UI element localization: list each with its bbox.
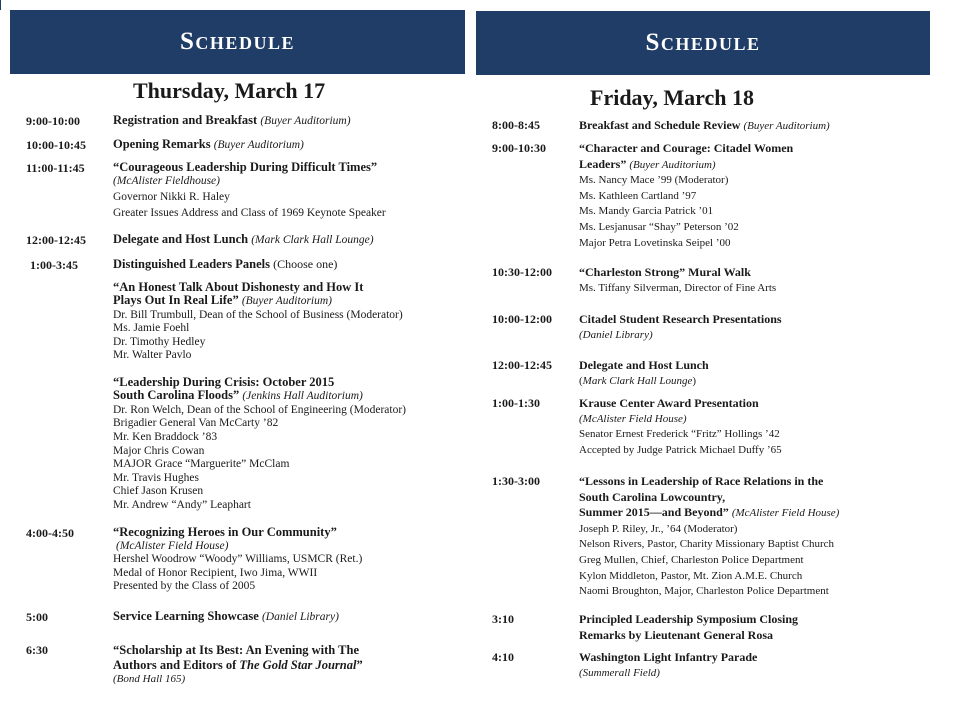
panel-detail: Dr. Ron Welch, Dean of the School of Engineering (Moderator) — [113, 403, 406, 416]
panel-detail: Major Chris Cowan — [113, 444, 205, 457]
panel-detail: Ms. Jamie Foehl — [113, 322, 190, 335]
entry-title: Delegate and Host Lunch — [579, 358, 709, 372]
entry-content — [579, 312, 959, 343]
entry-content — [113, 610, 468, 625]
entry-location: (Daniel Library) — [261, 611, 339, 623]
entry-location: (Summerall Field) — [579, 666, 660, 679]
entry-title: Krause Center Award Presentation — [579, 396, 759, 410]
entry-detail: Accepted by Judge Patrick Michael Duffy ’65 — [579, 443, 782, 456]
entry-detail: Nelson Rivers, Pastor, Charity Missionary Baptist Church — [579, 538, 834, 551]
entry-content — [113, 233, 468, 248]
thursday-title: Thursday, March 17 — [133, 78, 326, 103]
entry-title-line: “Lessons in Leadership of Race Relations in the — [579, 474, 824, 488]
entry-time: 9:00-10:30 — [492, 141, 546, 155]
entry-time: 1:00-3:45 — [30, 258, 78, 272]
entry-location-wrap: (Mark Clark Hall Lounge) — [579, 374, 697, 387]
entry-content — [113, 161, 468, 220]
entry-title: Distinguished Leaders Panels — [113, 257, 270, 271]
panel-detail: Chief Jason Krusen — [113, 485, 204, 498]
journal-title: The Gold Star Journal — [239, 658, 357, 672]
panel — [113, 376, 468, 513]
entry-title-line: Authors and Editors of — [113, 658, 240, 672]
entry-content — [113, 258, 468, 513]
entry-content — [579, 474, 959, 600]
entry-time: 1:00-1:30 — [492, 396, 540, 410]
entry-time: 10:00-12:00 — [492, 312, 552, 326]
entry-title: Washington Light Infantry Parade — [579, 650, 758, 664]
panel-detail: Mr. Andrew “Andy” Leaphart — [113, 499, 251, 512]
entry-detail: Greg Mullen, Chief, Charleston Police Department — [579, 553, 804, 566]
entry-content — [579, 141, 959, 251]
entry-title: Delegate and Host Lunch — [113, 232, 249, 246]
page-edge-line — [0, 0, 1, 10]
entry-detail: Ms. Tiffany Silverman, Director of Fine Arts — [579, 281, 777, 294]
entry-detail: Major Petra Lovetinska Seipel ’00 — [579, 236, 731, 249]
entry-content — [579, 612, 959, 643]
entry-content — [113, 138, 468, 153]
schedule-banner-left: Schedule — [10, 10, 465, 74]
entry-time: 11:00-11:45 — [26, 161, 85, 175]
entry-title-line: Remarks by Lieutenant General Rosa — [579, 627, 773, 642]
entry-time: 6:30 — [26, 643, 48, 657]
entry-location: (McAlister Field House) — [116, 539, 229, 552]
entry-detail: Medal of Honor Recipient, Iwo Jima, WWII — [113, 566, 318, 579]
entry-title: Citadel Student Research Presentations — [579, 312, 782, 326]
panel-location: (Jenkins Hall Auditorium) — [242, 390, 363, 403]
entry-location: (McAlister Field House) — [579, 412, 687, 425]
entry-title: “Courageous Leadership During Difficult Times” — [113, 160, 378, 174]
entry-time: 5:00 — [26, 610, 48, 624]
entry-note: (Choose one) — [273, 257, 338, 271]
panel-location: (Buyer Auditorium) — [241, 295, 333, 307]
entry-time: 12:00-12:45 — [26, 233, 86, 247]
panel-detail: Mr. Travis Hughes — [113, 471, 199, 484]
entry-location: (Buyer Auditorium) — [743, 120, 830, 132]
entry-title-line: ” — [356, 658, 363, 672]
panel — [113, 281, 468, 363]
entry-location: (Buyer Auditorium) — [260, 115, 351, 127]
entry-title: “Recognizing Heroes in Our Community” — [113, 525, 337, 539]
entry-detail: Senator Ernest Frederick “Fritz” Hollings ’42 — [579, 428, 780, 441]
entry-title-line: Principled Leadership Symposium Closing — [579, 612, 799, 626]
panel-title-line: Plays Out In Real Life” — [113, 293, 239, 307]
entry-title: Service Learning Showcase — [113, 609, 259, 623]
entry-location: (Bond Hall 165) — [113, 673, 186, 685]
entry-time: 4:10 — [492, 650, 514, 664]
entry-detail: Presented by the Class of 2005 — [113, 580, 256, 593]
entry-content — [579, 396, 959, 458]
entry-time: 4:00-4:50 — [26, 526, 74, 540]
entry-time: 10:30-12:00 — [492, 265, 552, 279]
entry-location: (Buyer Auditorium) — [213, 139, 304, 151]
friday-title: Friday, March 18 — [590, 85, 754, 110]
entry-title-line: “Character and Courage: Citadel Women — [579, 141, 794, 155]
entry-detail: Greater Issues Address and Class of 1969 Keynote Speaker — [113, 206, 386, 219]
entry-detail: Ms. Mandy Garcia Patrick ’01 — [579, 205, 714, 218]
panel-detail: Brigadier General Van McCarty ’82 — [113, 417, 279, 430]
entry-location: (McAlister Field House) — [731, 507, 840, 520]
entry-title-line: “Scholarship at Its Best: An Evening with The — [113, 643, 359, 657]
panel-detail: Dr. Timothy Hedley — [113, 335, 206, 348]
entry-detail: Hershel Woodrow “Woody” Williams, USMCR (Ret.) — [113, 553, 363, 566]
panel-detail: Dr. Bill Trumbull, Dean of the School of Business (Moderator) — [113, 308, 403, 321]
panel-detail: MAJOR Grace “Marguerite” McClam — [113, 458, 290, 471]
entry-time: 10:00-10:45 — [26, 138, 86, 152]
entry-detail: Naomi Broughton, Major, Charleston Police Department — [579, 585, 829, 598]
entry-title: “Charleston Strong” Mural Walk — [579, 265, 751, 279]
entry-time: 3:10 — [492, 612, 514, 626]
panel-title-line: “Leadership During Crisis: October 2015 — [113, 374, 335, 389]
entry-content — [113, 114, 468, 129]
entry-detail: Ms. Nancy Mace ’99 (Moderator) — [579, 174, 729, 187]
entry-content — [579, 650, 959, 681]
entry-content — [113, 526, 468, 594]
panel-detail: Mr. Ken Braddock ’83 — [113, 431, 218, 444]
entry-title-line: Leaders” — [579, 156, 627, 171]
entry-location: (Buyer Auditorium) — [629, 158, 716, 171]
entry-detail: Kylon Middleton, Pastor, Mt. Zion A.M.E. Church — [579, 569, 803, 582]
entry-title: Opening Remarks — [113, 137, 211, 151]
panel-title-line: South Carolina Floods” — [113, 388, 240, 403]
entry-time: 1:30-3:00 — [492, 474, 540, 488]
entry-title: Breakfast and Schedule Review — [579, 118, 741, 132]
entry-content — [579, 265, 959, 296]
entry-detail: Governor Nikki R. Haley — [113, 191, 230, 204]
entry-detail: Ms. Lesjanusar “Shay” Peterson ’02 — [579, 220, 739, 233]
entry-time: 12:00-12:45 — [492, 358, 552, 372]
entry-location: (McAlister Fieldhouse) — [113, 174, 220, 187]
entry-title-line: Summer 2015—and Beyond” — [579, 505, 729, 520]
entry-content — [579, 358, 959, 389]
schedule-banner-right: Schedule — [476, 11, 930, 75]
entry-time: 8:00-8:45 — [492, 118, 540, 132]
entry-location: (Daniel Library) — [579, 328, 653, 341]
entry-detail: Joseph P. Riley, Jr., ’64 (Moderator) — [579, 522, 738, 535]
panel-title-line: “An Honest Talk About Dishonesty and How It — [113, 279, 364, 294]
entry-location: (Mark Clark Hall Lounge) — [251, 234, 374, 246]
entry-title-line: South Carolina Lowcountry, — [579, 489, 726, 504]
entry-content — [113, 643, 468, 687]
entry-location: Mark Clark Hall Lounge — [582, 374, 693, 387]
panel-detail: Mr. Walter Pavlo — [113, 349, 192, 362]
entry-detail: Ms. Kathleen Cartland ’97 — [579, 189, 697, 202]
entry-content — [579, 118, 959, 135]
entry-time: 9:00-10:00 — [26, 114, 80, 128]
entry-title: Registration and Breakfast — [113, 113, 258, 127]
